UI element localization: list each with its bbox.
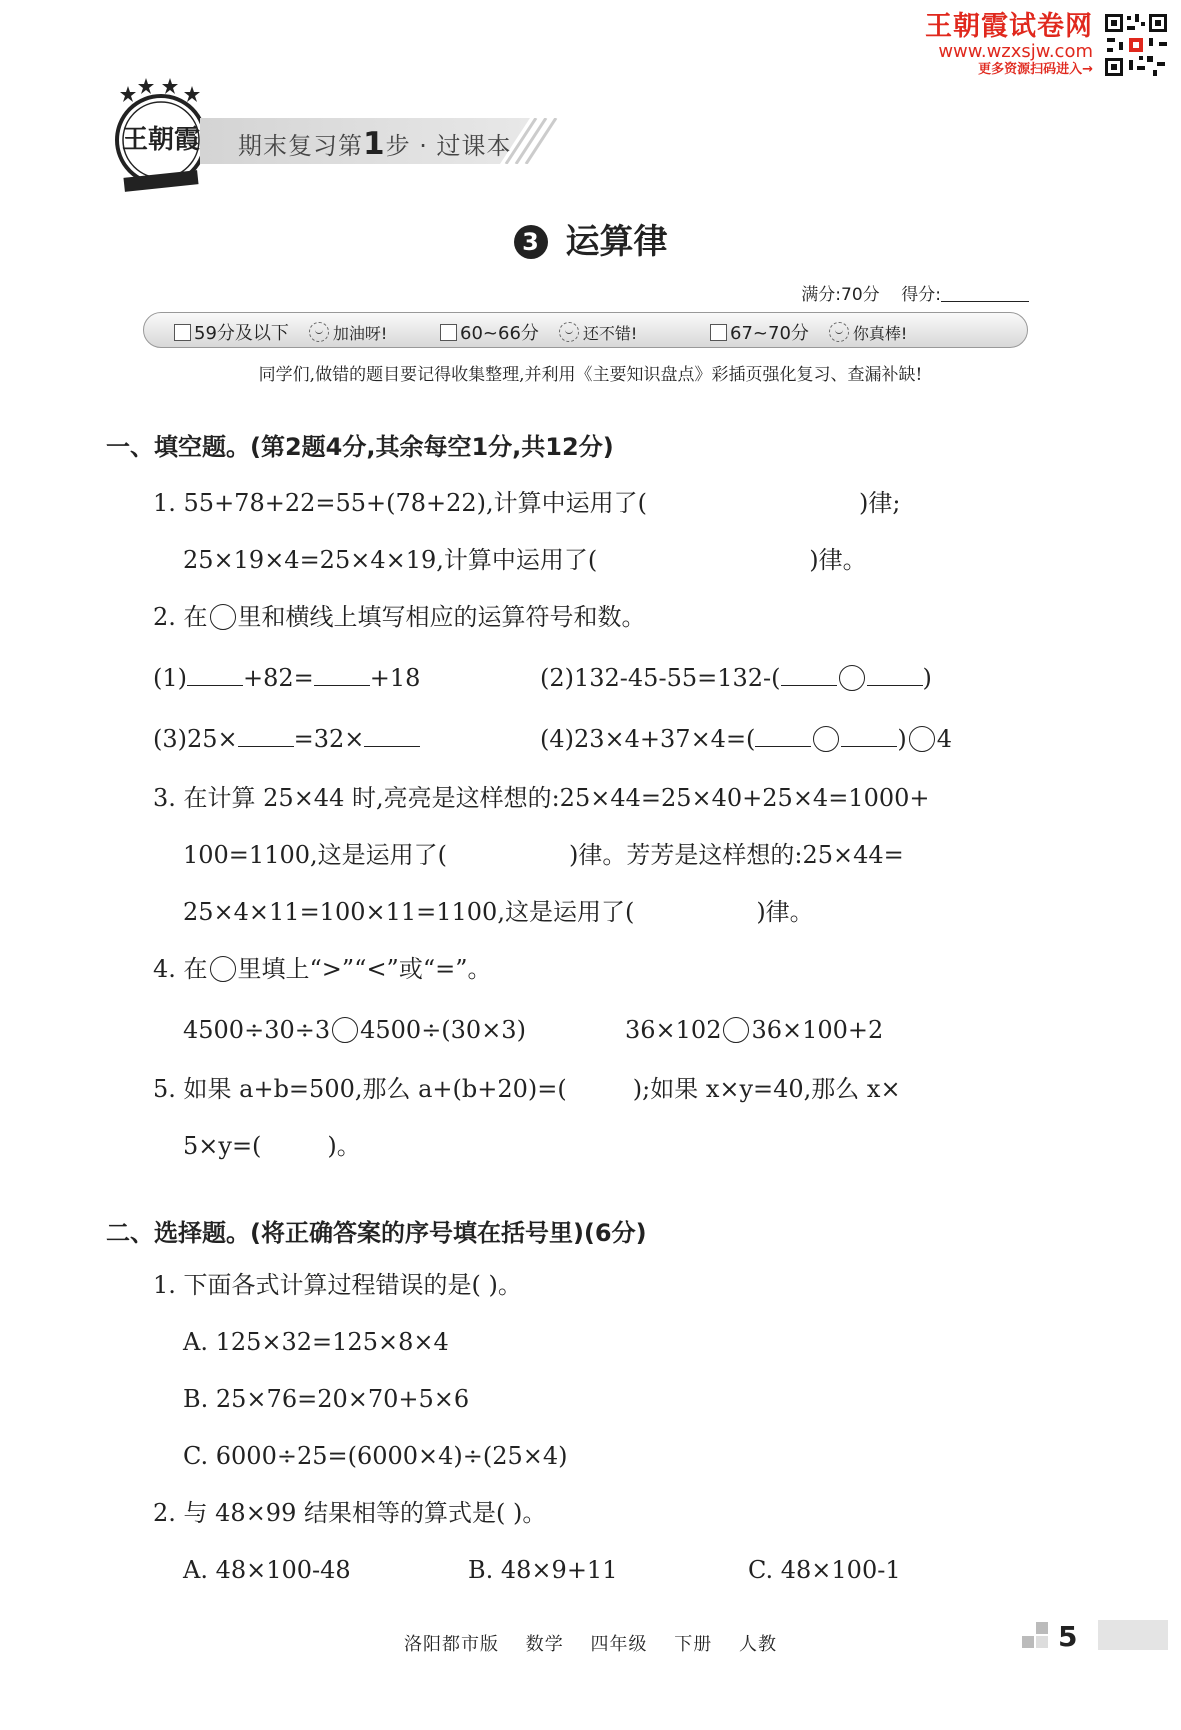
footer-subject: 数学 [525,1634,564,1655]
choice-option-a[interactable]: A. 125×32=125×8×4 [183,1328,449,1356]
question-4-b [625,1015,883,1045]
question-2-3 [153,724,420,754]
page-number: 5 [1058,1620,1078,1653]
q2-1-end: +18 [369,664,421,692]
question-4-a [183,1015,526,1045]
blank-line[interactable] [841,724,897,747]
page-number-bar [1098,1620,1168,1650]
page-decoration-icon [1022,1622,1050,1650]
q1a-end: )律; [859,489,901,517]
choice-option-a[interactable]: A. 48×100-48 [183,1556,351,1584]
q1b-text: 25×19×4=25×4×19,计算中运用了( [183,546,598,574]
brand-url[interactable]: www.wzxsjw.com [938,41,1093,62]
q5a-text: 5. 如果 a+b=500,那么 a+(b+20)=( [153,1075,567,1103]
choice-option-b[interactable]: B. 48×9+11 [468,1556,618,1584]
q2-4-text: (4)23×4+37×4=( [540,725,756,753]
footer-edition: 洛阳都市版 [404,1634,500,1655]
lesson-title-text: 运算律 [565,222,668,262]
brand-block [925,12,1093,78]
q4-text-end: 里填上“>”“<”或“=”。 [237,955,492,983]
circle-blank[interactable] [723,1017,749,1043]
choice-option-c[interactable]: C. 48×100-1 [748,1556,901,1584]
q4b-right: 36×100+2 [751,1016,884,1044]
q3b-end: )律。芳芳是这样想的:25×44= [569,841,904,869]
banner-num: 1 [363,126,386,162]
section-2-title: 二、选择题。(将正确答案的序号填在括号里)(6分) [106,1219,647,1247]
circle-blank[interactable] [210,604,236,630]
brand-name: 王朝霞试卷网 [925,11,1093,42]
blank-line[interactable] [781,663,837,686]
q2-1-mid: +82= [243,664,314,692]
q4a-left: 4500÷30÷3 [183,1016,331,1044]
circle-blank[interactable] [839,665,865,691]
checkbox-mid[interactable] [440,324,457,341]
circle-blank[interactable] [210,956,236,982]
rating-bar [143,312,1028,348]
brand-tip: 更多资源扫码进入→ [978,62,1093,77]
choice-question-1: 1. 下面各式计算过程错误的是( )。 [153,1271,522,1299]
q3c-end: )律。 [756,898,814,926]
q2-text-end: 里和横线上填写相应的运算符号和数。 [237,603,646,631]
score-line [801,280,1029,305]
full-score: 满分:70分 [801,285,880,305]
choice-option-c[interactable]: C. 6000÷25=(6000×4)÷(25×4) [183,1442,568,1470]
qr-code-icon[interactable] [1103,12,1169,78]
blank-line[interactable] [867,663,923,686]
smiley-icon [829,322,849,342]
question-4 [153,954,491,984]
question-2-4 [540,724,952,754]
circle-blank[interactable] [332,1017,358,1043]
question-3-line-b [183,840,904,870]
blank-line[interactable] [238,724,294,747]
q3b-text: 100=1100,这是运用了( [183,841,447,869]
rating-range: 67~70分 [730,323,809,344]
smiley-icon [559,322,579,342]
footer-volume: 下册 [674,1634,713,1655]
q5a-end: );如果 x×y=40,那么 x× [632,1075,901,1103]
rating-item-low [174,319,387,345]
logo-text: 王朝霞 [121,125,201,155]
question-3-line-c [183,897,814,927]
rating-item-mid [440,319,637,345]
study-tip: 同学们,做错的题目要记得收集整理,并利用《主要知识盘点》彩插页强化复习、查漏补缺! [258,365,923,385]
rating-item-high [710,319,907,345]
q4a-right: 4500÷(30×3) [360,1016,526,1044]
q2-4-paren: ) [897,725,907,753]
q2-1-label: (1) [153,664,187,692]
choice-question-2: 2. 与 48×99 结果相等的算式是( )。 [153,1499,547,1527]
q2-2-end: ) [922,664,932,692]
score-blank[interactable] [941,285,1029,302]
q2-4-end: 4 [936,725,953,753]
question-5-line-b [183,1131,361,1161]
q2-2-text: (2)132-45-55=132-( [540,664,781,692]
banner-pre: 期末复习第 [238,132,363,160]
question-2-1 [153,663,420,693]
q4-text: 4. 在 [153,955,208,983]
circle-blank[interactable] [813,726,839,752]
footer-publisher: 人教 [738,1634,777,1655]
footer-grade: 四年级 [590,1634,648,1655]
q5b-end: )。 [327,1132,361,1160]
rating-range: 59分及以下 [194,323,289,344]
footer [0,1630,1181,1656]
choice-option-b[interactable]: B. 25×76=20×70+5×6 [183,1385,470,1413]
blank-line[interactable] [755,724,811,747]
blank-line[interactable] [314,663,370,686]
rating-message: 还不错! [582,324,638,343]
question-2-2 [540,663,932,693]
blank-line[interactable] [187,663,243,686]
q1a-text: 1. 55+78+22=55+(78+22),计算中运用了( [153,489,648,517]
q3c-text: 25×4×11=100×11=1100,这是运用了( [183,898,635,926]
checkbox-low[interactable] [174,324,191,341]
question-5-line-a [153,1074,901,1104]
rating-message: 加油呀! [332,324,388,343]
question-1-line-b [183,545,867,575]
question-2 [153,602,646,632]
checkbox-high[interactable] [710,324,727,341]
q1b-end: )律。 [809,546,867,574]
q4b-left: 36×102 [625,1016,722,1044]
got-score-label: 得分: [901,285,941,305]
rating-message: 你真棒! [852,324,908,343]
q2-3-mid: =32× [293,725,365,753]
rating-range: 60~66分 [460,323,539,344]
lesson-title [0,214,1181,263]
smiley-icon [309,322,329,342]
question-3-line-a: 3. 在计算 25×44 时,亮亮是这样想的:25×44=25×40+25×4=1000+ [153,784,930,812]
q2-3-text: (3)25× [153,725,238,753]
banner-post: 步 · 过课本 [385,132,512,160]
q2-text: 2. 在 [153,603,208,631]
lesson-number-badge: 3 [514,225,548,259]
section-1-title: 一、填空题。(第2题4分,其余每空1分,共12分) [106,433,614,461]
blank-line[interactable] [364,724,420,747]
q5b-text: 5×y=( [183,1132,262,1160]
banner-title [238,126,511,162]
question-1-line-a [153,488,900,518]
circle-blank[interactable] [909,726,935,752]
